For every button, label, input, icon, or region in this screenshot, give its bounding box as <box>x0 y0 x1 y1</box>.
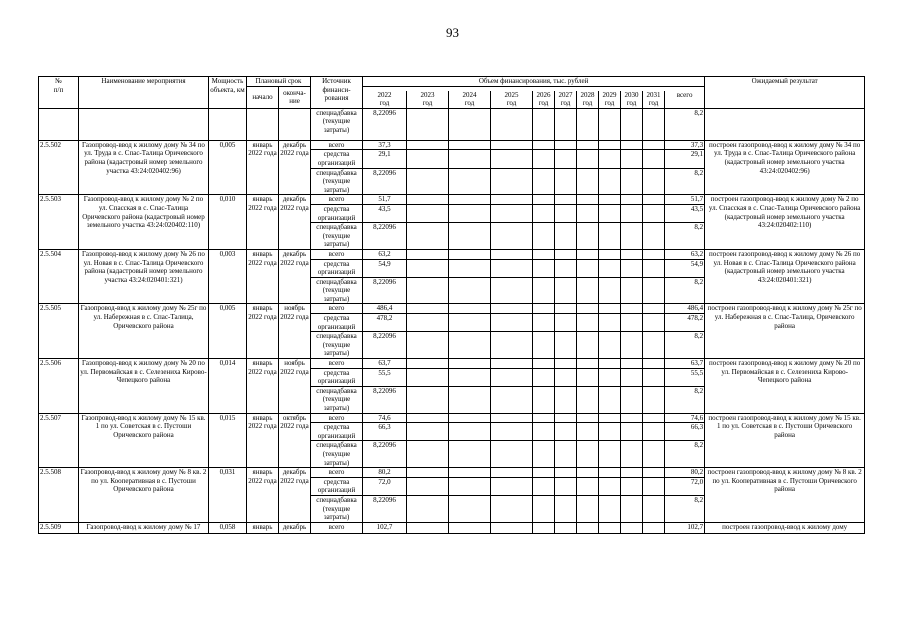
header-year: 2022 год <box>363 91 407 109</box>
financing-table <box>38 76 865 534</box>
page-number: 93 <box>446 25 459 40</box>
row-capacity: 0,005 <box>209 304 247 359</box>
table-row <box>39 304 865 314</box>
header-start: начало <box>247 86 279 108</box>
value-total: 478,2 <box>665 314 705 332</box>
row-name: Газопровод-ввод к жилому дому № 8 кв. 2 по ул. Кооперативная в с. Пустоши Оричевского района <box>79 468 209 523</box>
row-name: Газопровод-ввод к жилому дому № 2 по ул. Спасская в с. Спас-Талица Оричевского района (кадастровый номер земельного участка 43:24:020402:110) <box>79 195 209 250</box>
header-result: Ожидаемый результат <box>705 77 865 109</box>
header-end: оконча-ние <box>279 86 311 108</box>
table-row <box>39 413 865 423</box>
value-total: 8,2 <box>665 108 705 140</box>
header-name: Наименование мероприятия <box>79 77 209 109</box>
source-cell: спецнадбавка (текущие затраты) <box>311 108 363 140</box>
source-cell: спецнадбавка (текущие затраты) <box>311 441 363 468</box>
header-year: 2025 год <box>491 91 533 109</box>
value-2022: 63,2 <box>363 249 407 259</box>
row-end: ноябрь 2022 года <box>279 304 311 359</box>
header-year: 2028 год <box>577 91 599 109</box>
source-cell: средства организаций <box>311 423 363 441</box>
row-num: 2.5.503 <box>39 195 79 250</box>
value-2022: 8,22096 <box>363 386 407 413</box>
value-2022: 8,22096 <box>363 332 407 359</box>
value-2022: 8,22096 <box>363 223 407 250</box>
row-capacity: 0,005 <box>209 140 247 195</box>
header-num: № п/п <box>39 77 79 109</box>
row-result: построен газопровод-ввод к жилому дому № 25г по ул. Набережная в с. Спас-Талица, Оричевского района <box>705 304 865 359</box>
header-volume: Объем финансирования, тыс. рублей <box>363 77 705 87</box>
row-capacity: 0,014 <box>209 359 247 414</box>
value-total: 8,2 <box>665 386 705 413</box>
value-total: 8,2 <box>665 495 705 522</box>
row-start: январь 2022 года <box>247 249 279 304</box>
source-cell: спецнадбавка (текущие затраты) <box>311 168 363 195</box>
row-start: январь 2022 года <box>247 413 279 468</box>
row-end: октябрь 2022 года <box>279 413 311 468</box>
table-row <box>39 468 865 478</box>
value-2022: 72,0 <box>363 477 407 495</box>
row-end: ноябрь 2022 года <box>279 359 311 414</box>
value-2022: 55,5 <box>363 368 407 386</box>
source-cell: всего <box>311 249 363 259</box>
row-start: январь 2022 года <box>247 359 279 414</box>
value-2022: 8,22096 <box>363 108 407 140</box>
source-cell: средства организаций <box>311 477 363 495</box>
value-total: 8,2 <box>665 332 705 359</box>
value-total: 8,2 <box>665 441 705 468</box>
value-2022: 8,22096 <box>363 441 407 468</box>
row-name: Газопровод-ввод к жилому дому № 15 кв. 1 по ул. Советская в с. Пустоши Оричевского района <box>79 413 209 468</box>
source-cell: спецнадбавка (текущие затраты) <box>311 332 363 359</box>
row-capacity: 0,031 <box>209 468 247 523</box>
value-total: 54,9 <box>665 259 705 277</box>
table-row <box>39 249 865 259</box>
row-num: 2.5.504 <box>39 249 79 304</box>
row-end: декабрь <box>279 522 311 533</box>
source-cell: спецнадбавка (текущие затраты) <box>311 223 363 250</box>
row-num: 2.5.507 <box>39 413 79 468</box>
source-cell: всего <box>311 468 363 478</box>
header-year: 2026 год <box>533 91 555 109</box>
header-year: 2031 год <box>643 91 665 109</box>
source-cell: спецнадбавка (текущие затраты) <box>311 386 363 413</box>
value-total: 8,2 <box>665 277 705 304</box>
source-cell: спецнадбавка (текущие затраты) <box>311 277 363 304</box>
value-total: 37,3 <box>665 140 705 150</box>
value-total: 486,4 <box>665 304 705 314</box>
row-result: построен газопровод-ввод к жилому дому № 34 по ул. Труда в с. Спас-Талица Оричевского района (кадастровый номер земельного участка 43:24:020402:96) <box>705 140 865 195</box>
value-2022: 54,9 <box>363 259 407 277</box>
value-2022: 37,3 <box>363 140 407 150</box>
source-cell: средства организаций <box>311 314 363 332</box>
value-total: 51,7 <box>665 195 705 205</box>
row-end: декабрь 2022 года <box>279 249 311 304</box>
value-total: 80,2 <box>665 468 705 478</box>
source-cell: всего <box>311 522 363 533</box>
table-row <box>39 359 865 369</box>
table-row <box>39 522 865 533</box>
value-total: 63,7 <box>665 359 705 369</box>
header-year: 2029 год <box>599 91 621 109</box>
value-2022: 486,4 <box>363 304 407 314</box>
header-capacity: Мощность объекта, км <box>209 77 247 109</box>
value-total: 72,0 <box>665 477 705 495</box>
row-start: январь <box>247 522 279 533</box>
row-num: 2.5.508 <box>39 468 79 523</box>
source-cell: всего <box>311 195 363 205</box>
row-result: построен газопровод-ввод к жилому дому № 26 по ул. Новая в с. Спас-Талица Оричевского района (кадастровый номер земельного участка 43:24:020401:321) <box>705 249 865 304</box>
source-cell: спецнадбавка (текущие затраты) <box>311 495 363 522</box>
row-end: декабрь 2022 года <box>279 468 311 523</box>
row-start: январь 2022 года <box>247 140 279 195</box>
header-year: 2023 год <box>407 91 449 109</box>
value-total: 43,5 <box>665 204 705 222</box>
source-cell: средства организаций <box>311 368 363 386</box>
table-row <box>39 195 865 205</box>
value-2022: 43,5 <box>363 204 407 222</box>
value-2022: 29,1 <box>363 150 407 168</box>
row-start: январь 2022 года <box>247 304 279 359</box>
value-total: 8,2 <box>665 168 705 195</box>
header-year: 2030 год <box>621 91 643 109</box>
row-num: 2.5.506 <box>39 359 79 414</box>
value-2022: 74,6 <box>363 413 407 423</box>
header-total: всего <box>665 91 705 109</box>
value-2022: 8,22096 <box>363 277 407 304</box>
row-start: январь 2022 года <box>247 195 279 250</box>
source-cell: всего <box>311 304 363 314</box>
value-total: 63,2 <box>665 249 705 259</box>
value-2022: 80,2 <box>363 468 407 478</box>
source-cell: всего <box>311 413 363 423</box>
value-2022: 8,22096 <box>363 168 407 195</box>
row-capacity: 0,015 <box>209 413 247 468</box>
table-row-carryover <box>39 108 865 140</box>
row-num: 2.5.509 <box>39 522 79 533</box>
source-cell: всего <box>311 140 363 150</box>
header-year: 2027 год <box>555 91 577 109</box>
value-2022: 8,22096 <box>363 495 407 522</box>
row-capacity: 0,003 <box>209 249 247 304</box>
row-num: 2.5.502 <box>39 140 79 195</box>
row-start: январь 2022 года <box>247 468 279 523</box>
value-total: 29,1 <box>665 150 705 168</box>
row-capacity: 0,010 <box>209 195 247 250</box>
header-year: 2024 год <box>449 91 491 109</box>
row-end: декабрь 2022 года <box>279 140 311 195</box>
row-name: Газопровод-ввод к жилому дому № 20 по ул. Первомайская в с. Селезениха Кирово-Чепецкого района <box>79 359 209 414</box>
value-total: 66,3 <box>665 423 705 441</box>
header-period: Плановый срок <box>247 77 311 87</box>
row-name: Газопровод-ввод к жилому дому № 17 <box>79 522 209 533</box>
row-num: 2.5.505 <box>39 304 79 359</box>
value-total: 55,5 <box>665 368 705 386</box>
header-source: Источник финанси-рования <box>311 77 363 109</box>
value-total: 8,2 <box>665 223 705 250</box>
source-cell: средства организаций <box>311 150 363 168</box>
source-cell: средства организаций <box>311 259 363 277</box>
value-2022: 66,3 <box>363 423 407 441</box>
source-cell: средства организаций <box>311 204 363 222</box>
row-result: построен газопровод-ввод к жилому дому <box>705 522 865 533</box>
row-name: Газопровод-ввод к жилому дому № 26 по ул. Новая в с. Спас-Талица Оричевского района (кадастровый номер земельного участка 43:24:020401:321) <box>79 249 209 304</box>
row-result: построен газопровод-ввод к жилому дому № 15 кв. 1 по ул. Советская в с. Пустоши Оричевского района <box>705 413 865 468</box>
value-2022: 102,7 <box>363 522 407 533</box>
row-result: построен газопровод-ввод к жилому дому № 20 по ул. Первомайская в с. Селезениха Кирово-Чепецкого района <box>705 359 865 414</box>
row-result: построен газопровод-ввод к жилому дому № 2 по ул. Спасская в с. Спас-Талица Оричевского района (кадастровый номер земельного участка 43:24:020402:110) <box>705 195 865 250</box>
row-result: построен газопровод-ввод к жилому дому № 8 кв. 2 по ул. Кооперативная в с. Пустоши Оричевского района <box>705 468 865 523</box>
row-name: Газопровод-ввод к жилому дому № 34 по ул. Труда в с. Спас-Талица Оричевского района (кадастровый номер земельного участка 43:24:020402:96) <box>79 140 209 195</box>
value-total: 74,6 <box>665 413 705 423</box>
row-end: декабрь 2022 года <box>279 195 311 250</box>
value-2022: 63,7 <box>363 359 407 369</box>
table-row <box>39 140 865 150</box>
row-name: Газопровод-ввод к жилому дому № 25г по ул. Набережная в с. Спас-Талица, Оричевского района <box>79 304 209 359</box>
value-total: 102,7 <box>665 522 705 533</box>
value-2022: 51,7 <box>363 195 407 205</box>
row-capacity: 0,058 <box>209 522 247 533</box>
value-2022: 478,2 <box>363 314 407 332</box>
source-cell: всего <box>311 359 363 369</box>
